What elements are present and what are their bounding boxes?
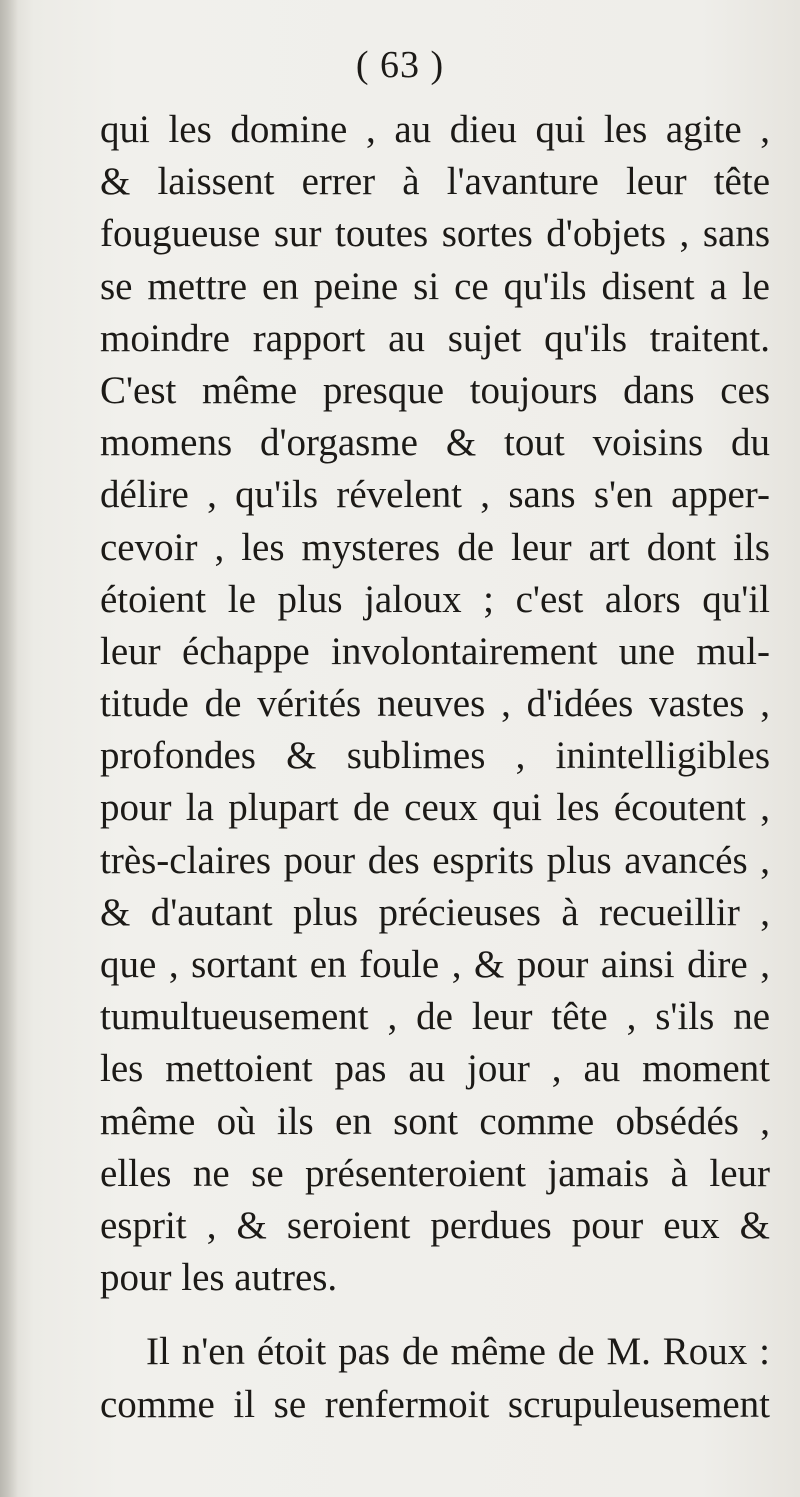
text-line: profondes & sublimes , inintelligibles	[100, 734, 770, 778]
text-line: elles ne se présenteroient jamais à leur	[100, 1151, 770, 1195]
text-line: leur échappe involontairement une mul-	[100, 629, 770, 673]
text-line: & laissent errer à l'avanture leur tête	[100, 160, 770, 204]
text-line: & d'autant plus précieuses à recueillir ,	[100, 890, 770, 934]
text-line: esprit , & seroient perdues pour eux &	[100, 1203, 770, 1247]
text-line: titude de vérités neuves , d'idées vastes ,	[100, 682, 770, 726]
text-line: C'est même presque toujours dans ces	[100, 368, 770, 412]
text-line: que , sortant en foule , & pour ainsi dire ,	[100, 943, 770, 986]
text-line: délire , qu'ils révelent , sans s'en apper-	[100, 473, 770, 517]
page-number: ( 63 )	[355, 44, 445, 86]
text-line: momens d'orgasme & tout voisins du	[100, 421, 770, 465]
text-line: Il n'en étoit pas de même de M. Roux :	[146, 1330, 770, 1374]
paragraph-2	[100, 1326, 770, 1430]
text-line: très-claires pour des esprits plus avancés ,	[100, 838, 770, 882]
page-text	[100, 104, 770, 1431]
text-line: étoient le plus jaloux ; c'est alors qu'il	[100, 577, 770, 621]
text-line: les mettoient pas au jour , au moment	[100, 1047, 770, 1091]
text-line: fougueuse sur toutes sortes d'objets , sans	[100, 212, 770, 256]
text-line: cevoir , les mysteres de leur art dont ils	[100, 525, 770, 569]
text-line: qui les domine , au dieu qui les agite ,	[100, 108, 770, 151]
text-line: pour la plupart de ceux qui les écoutent ,	[100, 786, 770, 830]
text-line: même où ils en sont comme obsédés ,	[100, 1099, 770, 1143]
text-line: se mettre en peine si ce qu'ils disent a le	[100, 264, 770, 308]
text-line: moindre rapport au sujet qu'ils traitent.	[100, 316, 770, 360]
paragraph-gap	[100, 1304, 770, 1326]
text-line: pour les autres.	[100, 1256, 338, 1300]
text-line: tumultueusement , de leur tête , s'ils ne	[100, 995, 770, 1039]
paragraph-1	[100, 104, 770, 1304]
text-line: comme il se renfermoit scrupuleusement	[100, 1382, 770, 1426]
